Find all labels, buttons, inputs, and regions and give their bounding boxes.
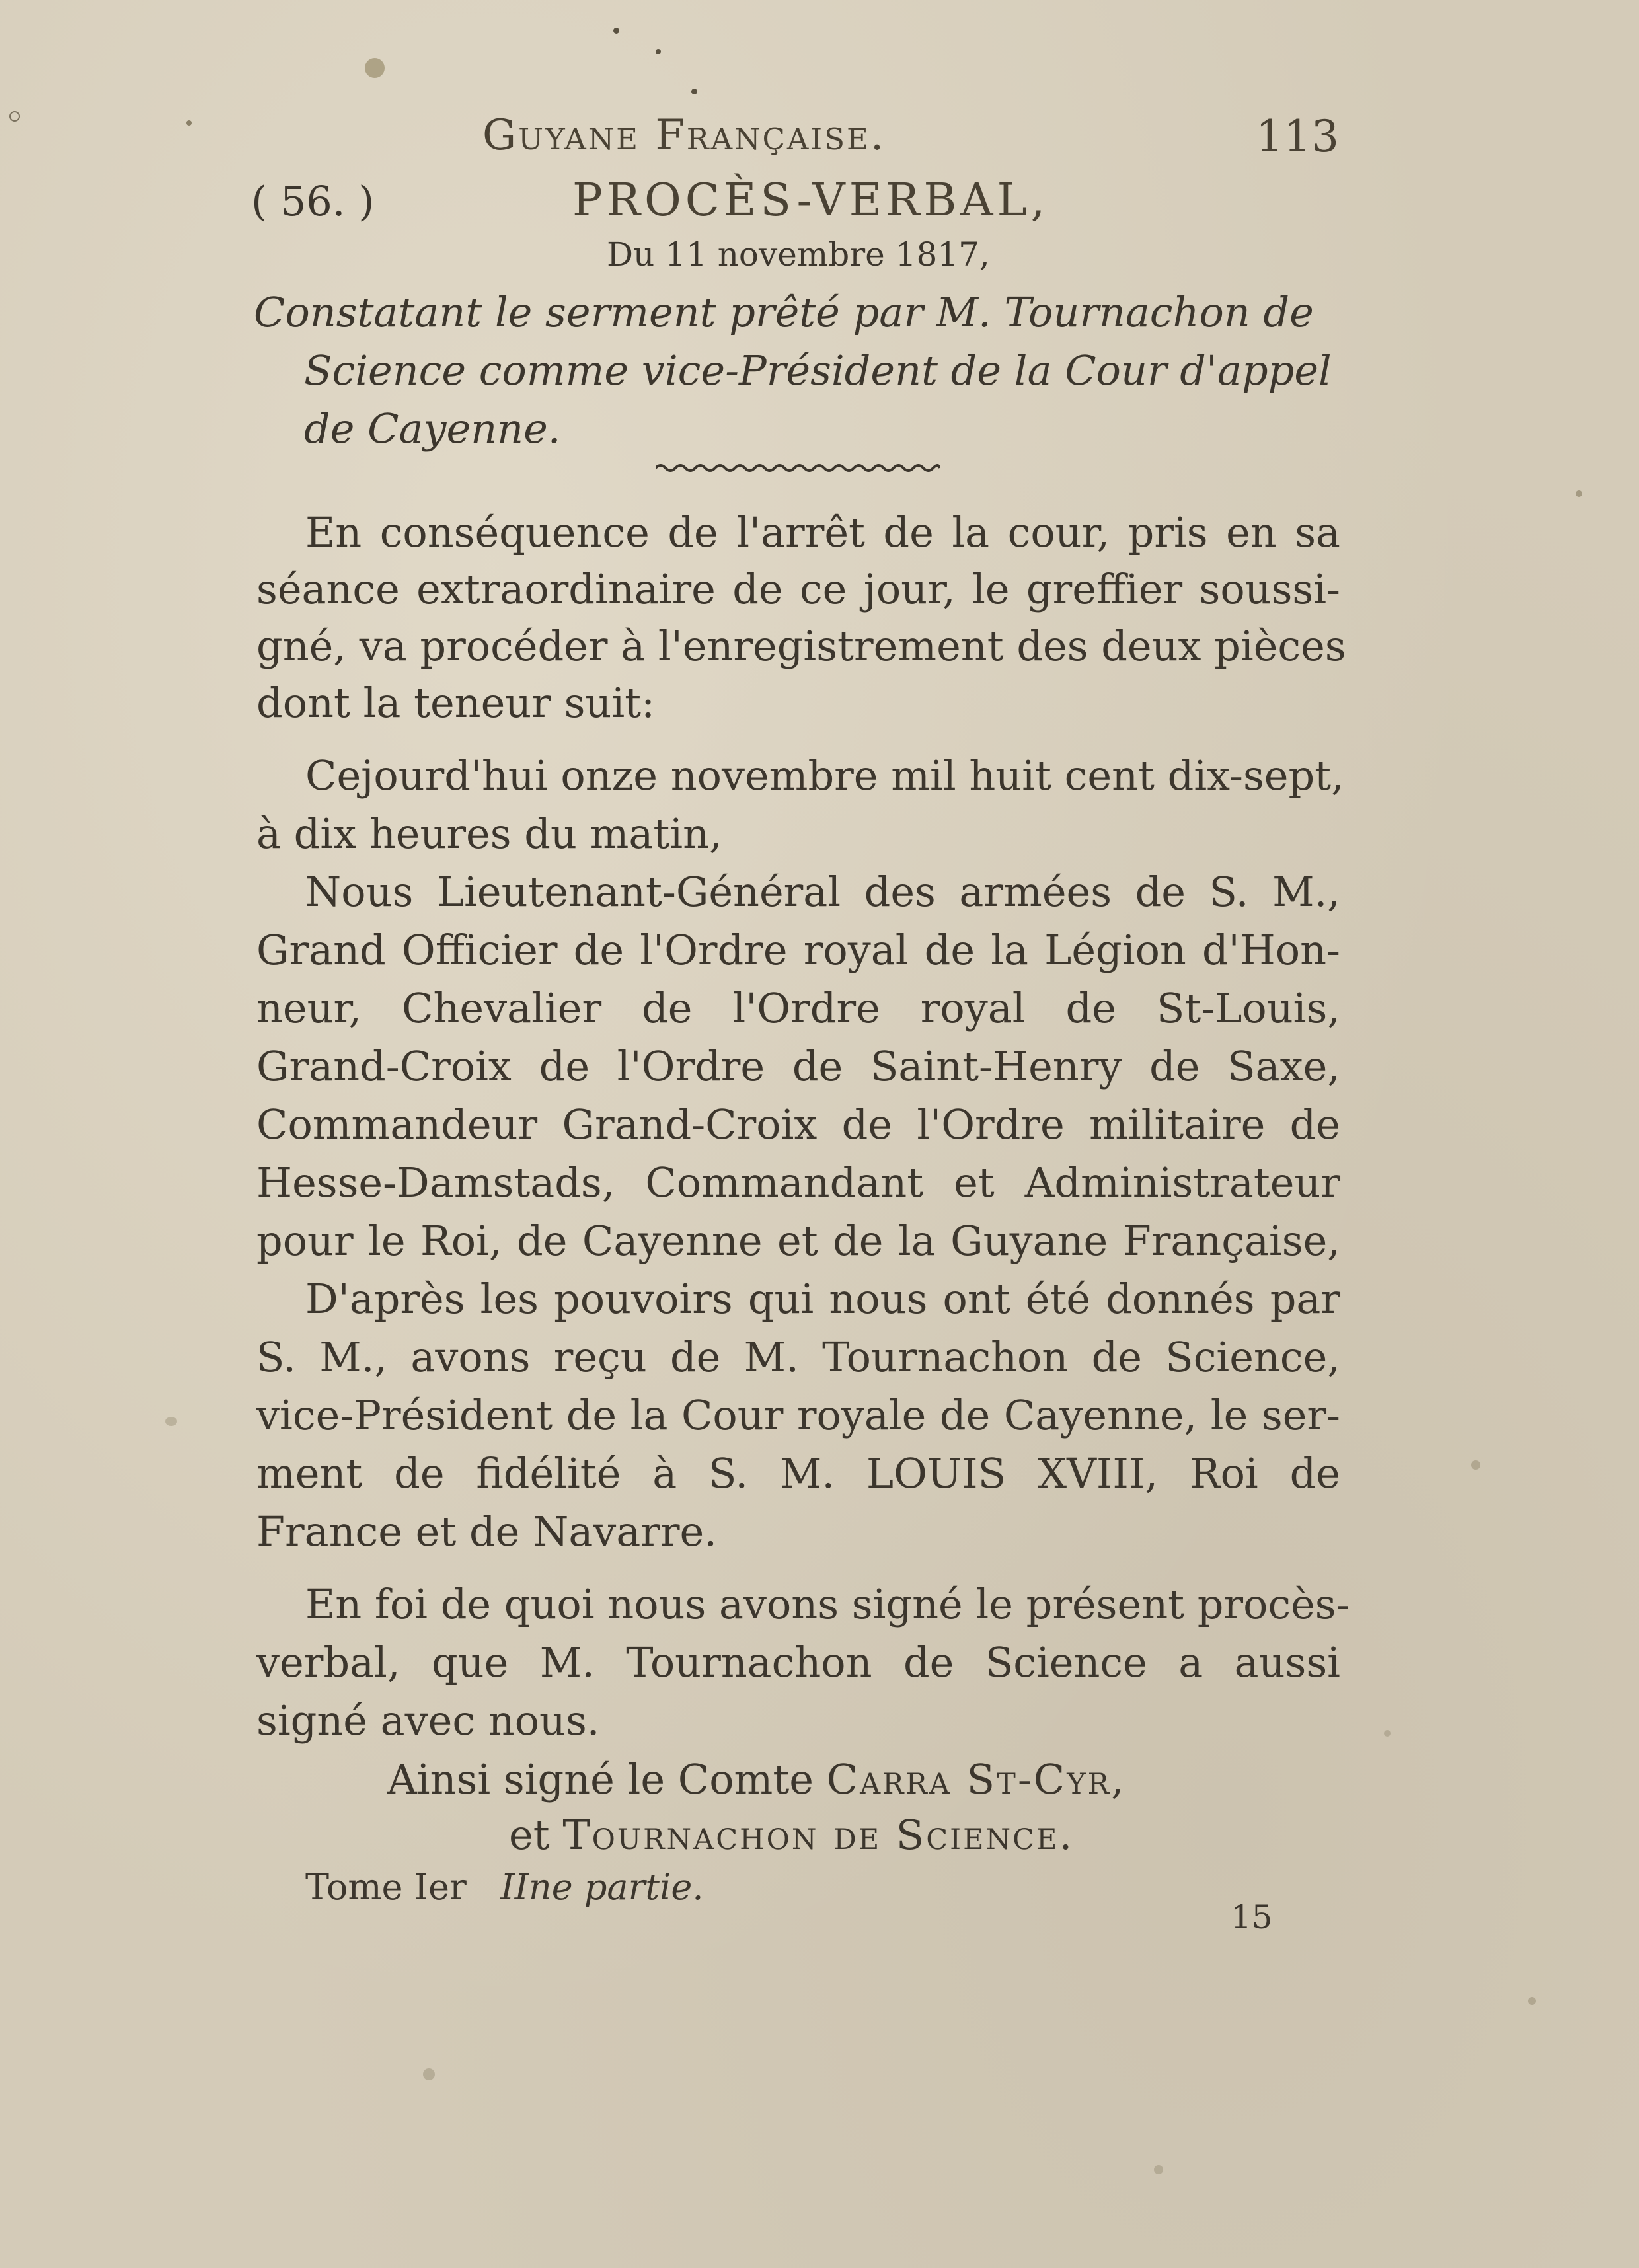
- paper-speck: [1384, 1730, 1391, 1737]
- body-line: à dix heures du matin,: [256, 810, 722, 858]
- body-line: dont la teneur suit:: [256, 679, 655, 727]
- body-line: pour le Roi, de Cayenne et de la Guyane Française,: [256, 1217, 1340, 1265]
- paper-speck: [365, 58, 385, 78]
- paper-speck: [691, 89, 697, 94]
- document-date: Du 11 novembre 1817,: [607, 235, 990, 274]
- paper-speck: [1576, 490, 1582, 497]
- signature-line-2: [509, 1811, 1074, 1859]
- page-number: 113: [1256, 111, 1339, 162]
- body-line: neur, Chevalier de l'Ordre royal de St-Louis,: [256, 984, 1340, 1032]
- body-line: Nous Lieutenant-Général des armées de S. M.,: [305, 868, 1340, 916]
- body-line: En foi de quoi nous avons signé le présent procès-: [305, 1580, 1350, 1628]
- subject-line: Constatant le serment prêté par M. Tournachon de: [254, 288, 1314, 336]
- paper-speck: [423, 2068, 435, 2080]
- body-line: France et de Navarre.: [256, 1507, 717, 1556]
- body-line: Grand Officier de l'Ordre royal de la Légion d'Hon-: [256, 926, 1340, 974]
- paper-speck: [1471, 1460, 1480, 1470]
- paper-speck: [1154, 2165, 1163, 2174]
- body-line: signé avec nous.: [256, 1696, 600, 1745]
- body-line: En conséquence de l'arrêt de la cour, pris en sa: [305, 508, 1340, 556]
- body-line: S. M., avons reçu de M. Tournachon de Science,: [256, 1333, 1340, 1381]
- part-label: IIne partie.: [500, 1866, 704, 1908]
- wavy-rule-ornament: [656, 463, 940, 473]
- body-line: Grand-Croix de l'Ordre de Saint-Henry de Saxe,: [256, 1042, 1340, 1090]
- body-line: verbal, que M. Tournachon de Science a aussi: [256, 1638, 1340, 1686]
- body-line: vice-Président de la Cour royale de Cayenne, le ser-: [256, 1391, 1340, 1439]
- document-title: PROCÈS-VERBAL,: [572, 174, 1049, 227]
- running-title: Guyane Française.: [482, 111, 886, 160]
- signature-mark: 15: [1231, 1898, 1273, 1936]
- volume-footer: [305, 1866, 704, 1908]
- body-line: ment de fidélité à S. M. LOUIS XVIII, Roi de: [256, 1449, 1340, 1497]
- document-number: ( 56. ): [251, 177, 375, 225]
- body-line: gné, va procéder à l'enregistrement des deux pièces: [256, 622, 1346, 670]
- signature-prefix: Ainsi signé le Comte: [387, 1755, 814, 1803]
- paper-speck: [186, 120, 192, 126]
- subject-line: Science comme vice-Président de la Cour d'appel: [304, 346, 1332, 395]
- body-line: Commandeur Grand-Croix de l'Ordre militaire de: [256, 1100, 1340, 1149]
- subject-line: de Cayenne.: [304, 404, 561, 453]
- signature-prefix: et: [509, 1811, 550, 1859]
- paper-speck: [9, 111, 20, 122]
- paper-speck: [1528, 1997, 1536, 2005]
- paper-speck: [656, 49, 661, 54]
- paper-speck: [165, 1417, 177, 1426]
- body-line: Cejourd'hui onze novembre mil huit cent dix-sept,: [305, 751, 1344, 800]
- signatory-name: Carra St-Cyr,: [826, 1755, 1126, 1803]
- body-line: D'après les pouvoirs qui nous ont été donnés par: [305, 1275, 1340, 1323]
- body-line: Hesse-Damstads, Commandant et Administrateur: [256, 1158, 1340, 1207]
- body-line: séance extraordinaire de ce jour, le greffier soussi-: [256, 565, 1340, 613]
- signature-line-1: [387, 1755, 1126, 1803]
- signatory-name: Tournachon de Science.: [562, 1811, 1075, 1859]
- volume-label: Tome Ier: [305, 1866, 467, 1908]
- paper-speck: [613, 28, 619, 34]
